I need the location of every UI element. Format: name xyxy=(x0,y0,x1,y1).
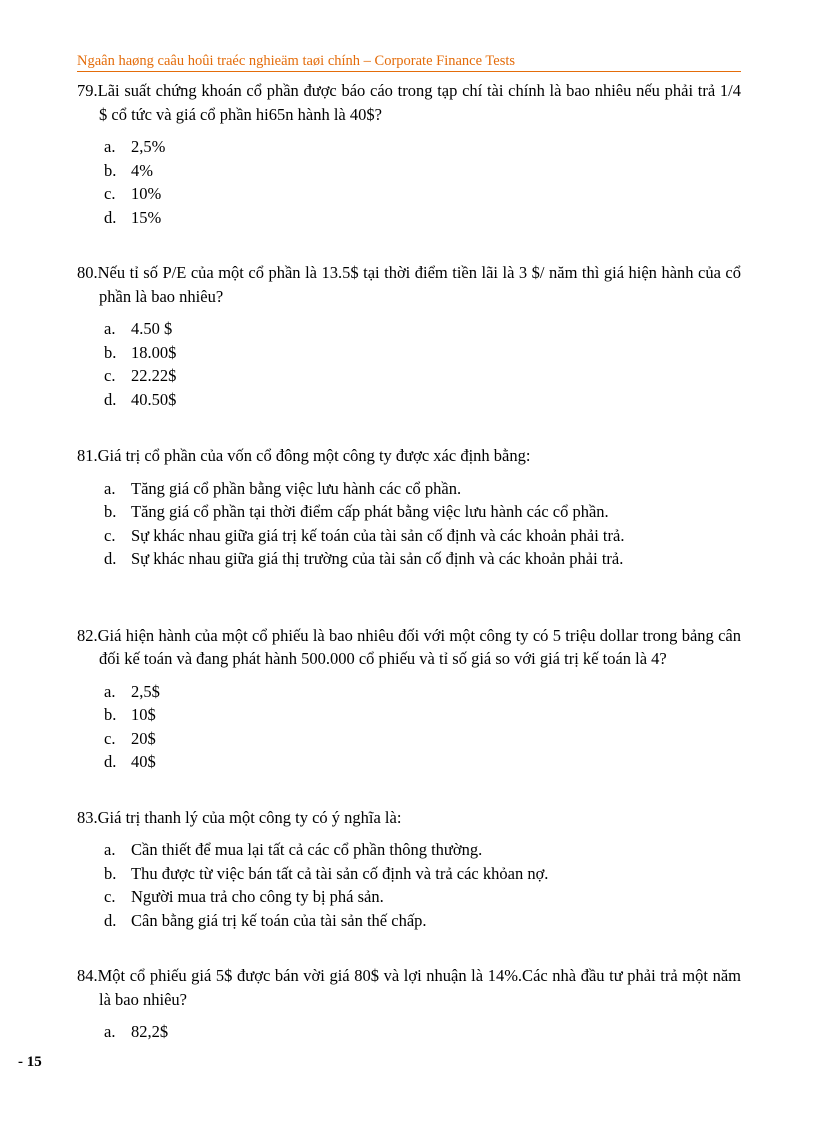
question-text xyxy=(77,261,741,308)
question-81 xyxy=(77,444,741,571)
question-82 xyxy=(77,624,741,774)
question-text xyxy=(77,444,741,468)
page-number: - 15 xyxy=(18,1054,42,1070)
option-text: 2,5% xyxy=(131,137,166,156)
option-b xyxy=(77,341,741,365)
option-letter: d. xyxy=(104,207,117,227)
question-text xyxy=(77,79,741,126)
option-text: Sự khác nhau giữa giá trị kế toán của tài sản cố định và các khoản phải trả. xyxy=(131,525,625,545)
option-text: Thu được từ việc bán tất cả tài sản cố định và trả các khỏan nợ. xyxy=(131,863,549,883)
question-number: 79. xyxy=(77,81,98,100)
question-number: 82. xyxy=(77,625,98,645)
option-c xyxy=(77,364,741,388)
option-letter: d. xyxy=(104,389,117,409)
option-list xyxy=(77,317,741,411)
option-text: 10% xyxy=(131,184,162,203)
option-letter: b. xyxy=(104,342,117,362)
option-letter: b. xyxy=(104,863,117,883)
option-letter: c. xyxy=(104,887,116,906)
option-letter: c. xyxy=(104,184,116,203)
option-letter: d. xyxy=(104,549,117,568)
header-divider xyxy=(77,71,741,72)
question-body: Giá trị cổ phần của vốn cổ đông một công ty được xác định bằng: xyxy=(97,446,531,465)
question-body: Một cổ phiếu giá 5$ được bán vời giá 80$ và lợi nhuận là 14%.Các nhà đầu tư phải trả một năm là bao nhiêu? xyxy=(97,966,741,1009)
question-body: Giá trị thanh lý của một công ty có ý nghĩa là: xyxy=(97,807,402,827)
question-83 xyxy=(77,806,741,933)
question-79 xyxy=(77,79,741,229)
option-a xyxy=(77,1020,741,1044)
option-text: 2,5$ xyxy=(131,681,160,701)
option-letter: d. xyxy=(104,752,117,771)
question-number: 83. xyxy=(77,807,98,827)
option-letter: a. xyxy=(104,840,116,859)
option-list xyxy=(77,1020,741,1044)
option-b xyxy=(77,862,741,886)
option-list xyxy=(77,135,741,229)
question-text xyxy=(77,964,741,1011)
option-text: Người mua trả cho công ty bị phá sản. xyxy=(131,887,384,906)
option-text: 82,2$ xyxy=(131,1022,169,1041)
question-body: Nếu tỉ số P/E của một cổ phần là 13.5$ tại thời điểm tiền lãi là 3 $/ năm thì giá hiện hành của cổ phần là bao nhiêu? xyxy=(97,263,741,306)
option-text: 4.50 $ xyxy=(131,319,173,338)
question-number: 84. xyxy=(77,966,98,985)
question-84 xyxy=(77,964,741,1044)
option-letter: c. xyxy=(104,366,116,385)
question-body: Giá hiện hành của một cổ phiếu là bao nhiêu đối với một công ty có 5 triệu dollar trong bảng cân đối kế toán và đang phát hành 500.000 cổ phiếu và tỉ số giá so với giá trị kế toán là 4? xyxy=(97,625,741,668)
question-number: 80. xyxy=(77,263,98,282)
option-a xyxy=(77,680,741,704)
option-letter: a. xyxy=(104,478,116,498)
option-letter: d. xyxy=(104,910,117,930)
option-text: 15% xyxy=(131,207,162,227)
option-b xyxy=(77,500,741,524)
question-list xyxy=(77,79,741,1044)
option-text: 22.22$ xyxy=(131,366,177,385)
option-c xyxy=(77,182,741,206)
option-letter: a. xyxy=(104,681,116,701)
option-c xyxy=(77,727,741,751)
option-text: 10$ xyxy=(131,705,156,724)
option-letter: a. xyxy=(104,1022,116,1041)
question-number: 81. xyxy=(77,446,98,465)
option-a xyxy=(77,317,741,341)
option-text: Tăng giá cổ phần tại thời điểm cấp phát bằng việc lưu hành các cổ phần. xyxy=(131,502,609,521)
option-list xyxy=(77,680,741,774)
option-text: 40.50$ xyxy=(131,389,177,409)
question-text xyxy=(77,806,741,830)
option-text: 18.00$ xyxy=(131,342,177,362)
option-d xyxy=(77,547,741,571)
option-a xyxy=(77,135,741,159)
option-d xyxy=(77,388,741,412)
option-letter: c. xyxy=(104,525,116,545)
option-a xyxy=(77,838,741,862)
option-text: Cân bằng giá trị kế toán của tài sản thế chấp. xyxy=(131,910,427,930)
option-letter: c. xyxy=(104,728,116,748)
option-letter: a. xyxy=(104,319,116,338)
option-list xyxy=(77,838,741,932)
question-body: Lãi suất chứng khoán cổ phần được báo cáo trong tạp chí tài chính là bao nhiêu nếu phải trả 1/4 $ cổ tức và giá cổ phần hi65n hành là 40$? xyxy=(97,81,741,124)
question-80 xyxy=(77,261,741,411)
option-c xyxy=(77,524,741,548)
option-d xyxy=(77,206,741,230)
option-text: Sự khác nhau giữa giá thị trường của tài sản cố định và các khoản phải trả. xyxy=(131,549,624,568)
option-text: 4% xyxy=(131,160,153,180)
question-text xyxy=(77,624,741,671)
option-b xyxy=(77,703,741,727)
option-letter: b. xyxy=(104,502,117,521)
option-letter: b. xyxy=(104,160,117,180)
option-list xyxy=(77,477,741,571)
option-text: 20$ xyxy=(131,728,156,748)
option-b xyxy=(77,159,741,183)
option-text: Cần thiết để mua lại tất cả các cổ phần thông thường. xyxy=(131,840,483,859)
option-d xyxy=(77,909,741,933)
option-text: Tăng giá cổ phần bằng việc lưu hành các cổ phần. xyxy=(131,478,462,498)
option-letter: a. xyxy=(104,137,116,156)
option-a xyxy=(77,477,741,501)
option-letter: b. xyxy=(104,705,117,724)
option-d xyxy=(77,750,741,774)
page-header: Ngaân haøng caâu hoûi traéc nghieäm taøi chính – Corporate Finance Tests xyxy=(77,53,516,69)
option-text: 40$ xyxy=(131,752,156,771)
option-c xyxy=(77,885,741,909)
